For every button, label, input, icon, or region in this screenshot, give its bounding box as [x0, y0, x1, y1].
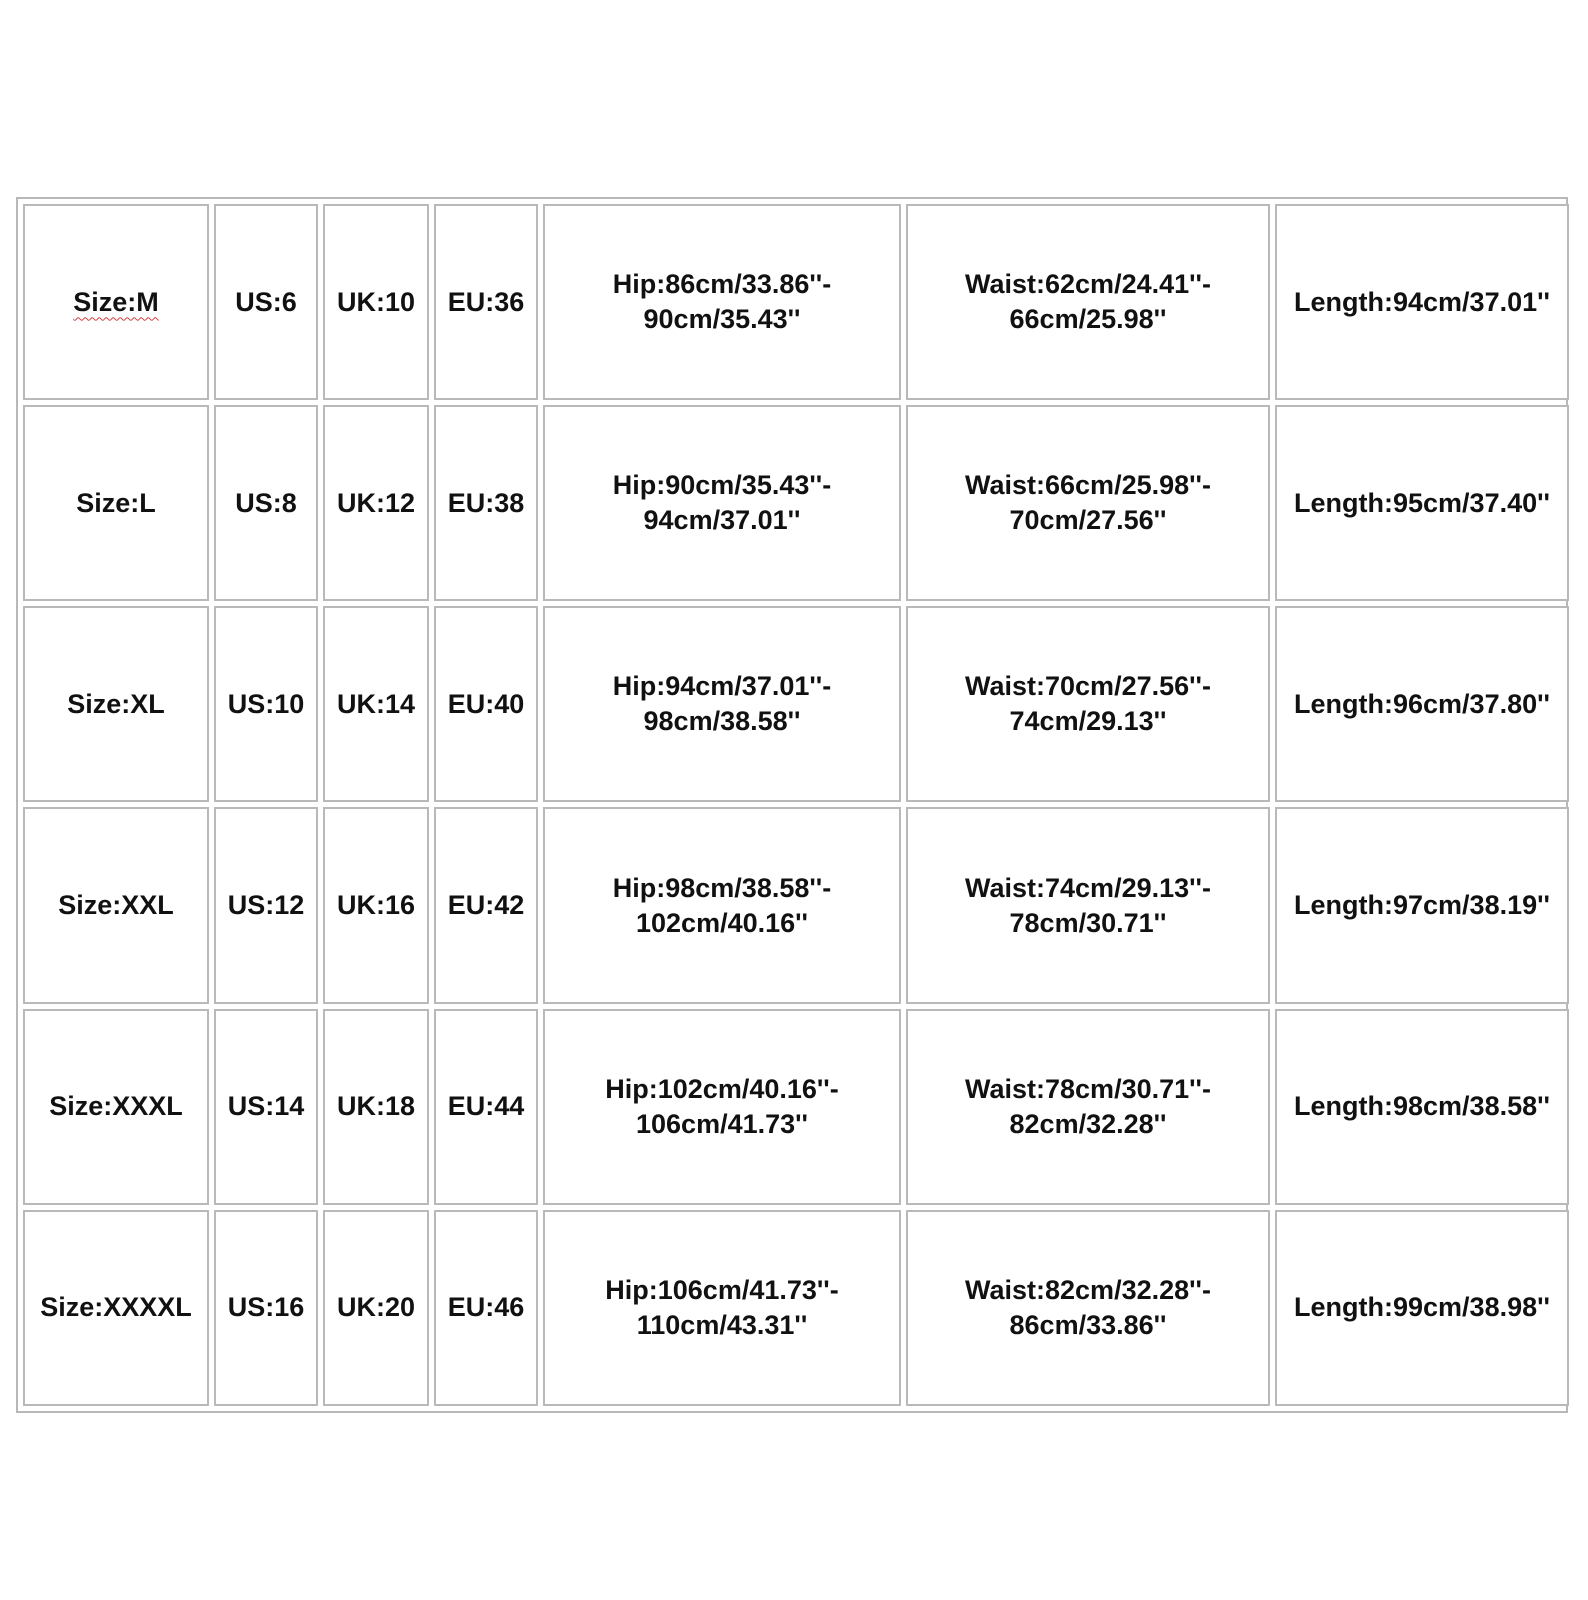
table-row — [23, 405, 1569, 601]
waist-line-2: 74cm/29.13'' — [1009, 706, 1167, 737]
table-row — [23, 807, 1569, 1003]
hip-cell — [543, 204, 901, 400]
hip-cell — [543, 807, 901, 1003]
uk-size-cell: UK:10 — [323, 204, 429, 400]
waist-line-1: Waist:70cm/27.56''- — [965, 671, 1211, 702]
waist-line-1: Waist:66cm/25.98''- — [965, 470, 1211, 501]
uk-size-cell: UK:20 — [323, 1210, 429, 1406]
length-cell: Length:95cm/37.40'' — [1275, 405, 1569, 601]
uk-size-cell: UK:16 — [323, 807, 429, 1003]
size-label: Size:XXXXL — [40, 1292, 192, 1323]
table-row — [23, 204, 1569, 400]
hip-cell — [543, 1210, 901, 1406]
waist-line-2: 78cm/30.71'' — [1009, 907, 1167, 938]
waist-cell — [906, 1210, 1270, 1406]
size-label: Size:M — [73, 286, 159, 317]
us-size-cell: US:14 — [214, 1009, 318, 1205]
table-row — [23, 1009, 1569, 1205]
hip-line-1: Hip:98cm/38.58''- — [612, 872, 832, 903]
waist-line-1: Waist:74cm/29.13''- — [965, 872, 1211, 903]
us-size-cell: US:12 — [214, 807, 318, 1003]
size-label: Size:XL — [67, 688, 165, 719]
length-cell: Length:98cm/38.58'' — [1275, 1009, 1569, 1205]
waist-line-1: Waist:78cm/30.71''- — [965, 1073, 1211, 1104]
waist-line-2: 86cm/33.86'' — [1009, 1309, 1167, 1340]
uk-size-cell: UK:14 — [323, 606, 429, 802]
eu-size-cell: EU:42 — [434, 807, 538, 1003]
hip-line-2: 98cm/38.58'' — [643, 706, 801, 737]
us-size-cell: US:10 — [214, 606, 318, 802]
table-row — [23, 1210, 1569, 1406]
hip-line-2: 102cm/40.16'' — [636, 907, 808, 938]
hip-line-2: 110cm/43.31'' — [636, 1309, 808, 1340]
hip-cell — [543, 405, 901, 601]
waist-line-2: 70cm/27.56'' — [1009, 505, 1167, 536]
size-cell — [23, 204, 209, 400]
length-cell: Length:94cm/37.01'' — [1275, 204, 1569, 400]
eu-size-cell: EU:46 — [434, 1210, 538, 1406]
size-cell — [23, 1210, 209, 1406]
size-cell — [23, 807, 209, 1003]
waist-cell — [906, 405, 1270, 601]
waist-cell — [906, 606, 1270, 802]
eu-size-cell: EU:40 — [434, 606, 538, 802]
size-label: Size:L — [76, 487, 156, 518]
hip-line-1: Hip:106cm/41.73''- — [605, 1274, 839, 1305]
eu-size-cell: EU:44 — [434, 1009, 538, 1205]
eu-size-cell: EU:38 — [434, 405, 538, 601]
waist-line-2: 66cm/25.98'' — [1009, 304, 1167, 335]
hip-line-1: Hip:90cm/35.43''- — [612, 470, 832, 501]
us-size-cell: US:8 — [214, 405, 318, 601]
uk-size-cell: UK:12 — [323, 405, 429, 601]
waist-cell — [906, 1009, 1270, 1205]
size-cell — [23, 1009, 209, 1205]
size-label: Size:XXXL — [49, 1091, 183, 1122]
hip-cell — [543, 1009, 901, 1205]
eu-size-cell: EU:36 — [434, 204, 538, 400]
hip-line-2: 94cm/37.01'' — [643, 505, 801, 536]
size-label: Size:XXL — [58, 890, 174, 921]
length-cell: Length:96cm/37.80'' — [1275, 606, 1569, 802]
length-cell: Length:97cm/38.19'' — [1275, 807, 1569, 1003]
waist-line-1: Waist:82cm/32.28''- — [965, 1274, 1211, 1305]
hip-line-2: 106cm/41.73'' — [636, 1108, 808, 1139]
size-chart-table — [18, 199, 1574, 1411]
hip-line-1: Hip:102cm/40.16''- — [605, 1073, 839, 1104]
us-size-cell: US:16 — [214, 1210, 318, 1406]
waist-cell — [906, 807, 1270, 1003]
waist-cell — [906, 204, 1270, 400]
size-cell — [23, 606, 209, 802]
waist-line-1: Waist:62cm/24.41''- — [965, 269, 1211, 300]
hip-cell — [543, 606, 901, 802]
us-size-cell: US:6 — [214, 204, 318, 400]
waist-line-2: 82cm/32.28'' — [1009, 1108, 1167, 1139]
hip-line-1: Hip:86cm/33.86''- — [612, 269, 832, 300]
uk-size-cell: UK:18 — [323, 1009, 429, 1205]
table-row — [23, 606, 1569, 802]
size-chart-frame — [16, 197, 1568, 1413]
length-cell: Length:99cm/38.98'' — [1275, 1210, 1569, 1406]
hip-line-1: Hip:94cm/37.01''- — [612, 671, 832, 702]
hip-line-2: 90cm/35.43'' — [643, 304, 801, 335]
size-cell — [23, 405, 209, 601]
